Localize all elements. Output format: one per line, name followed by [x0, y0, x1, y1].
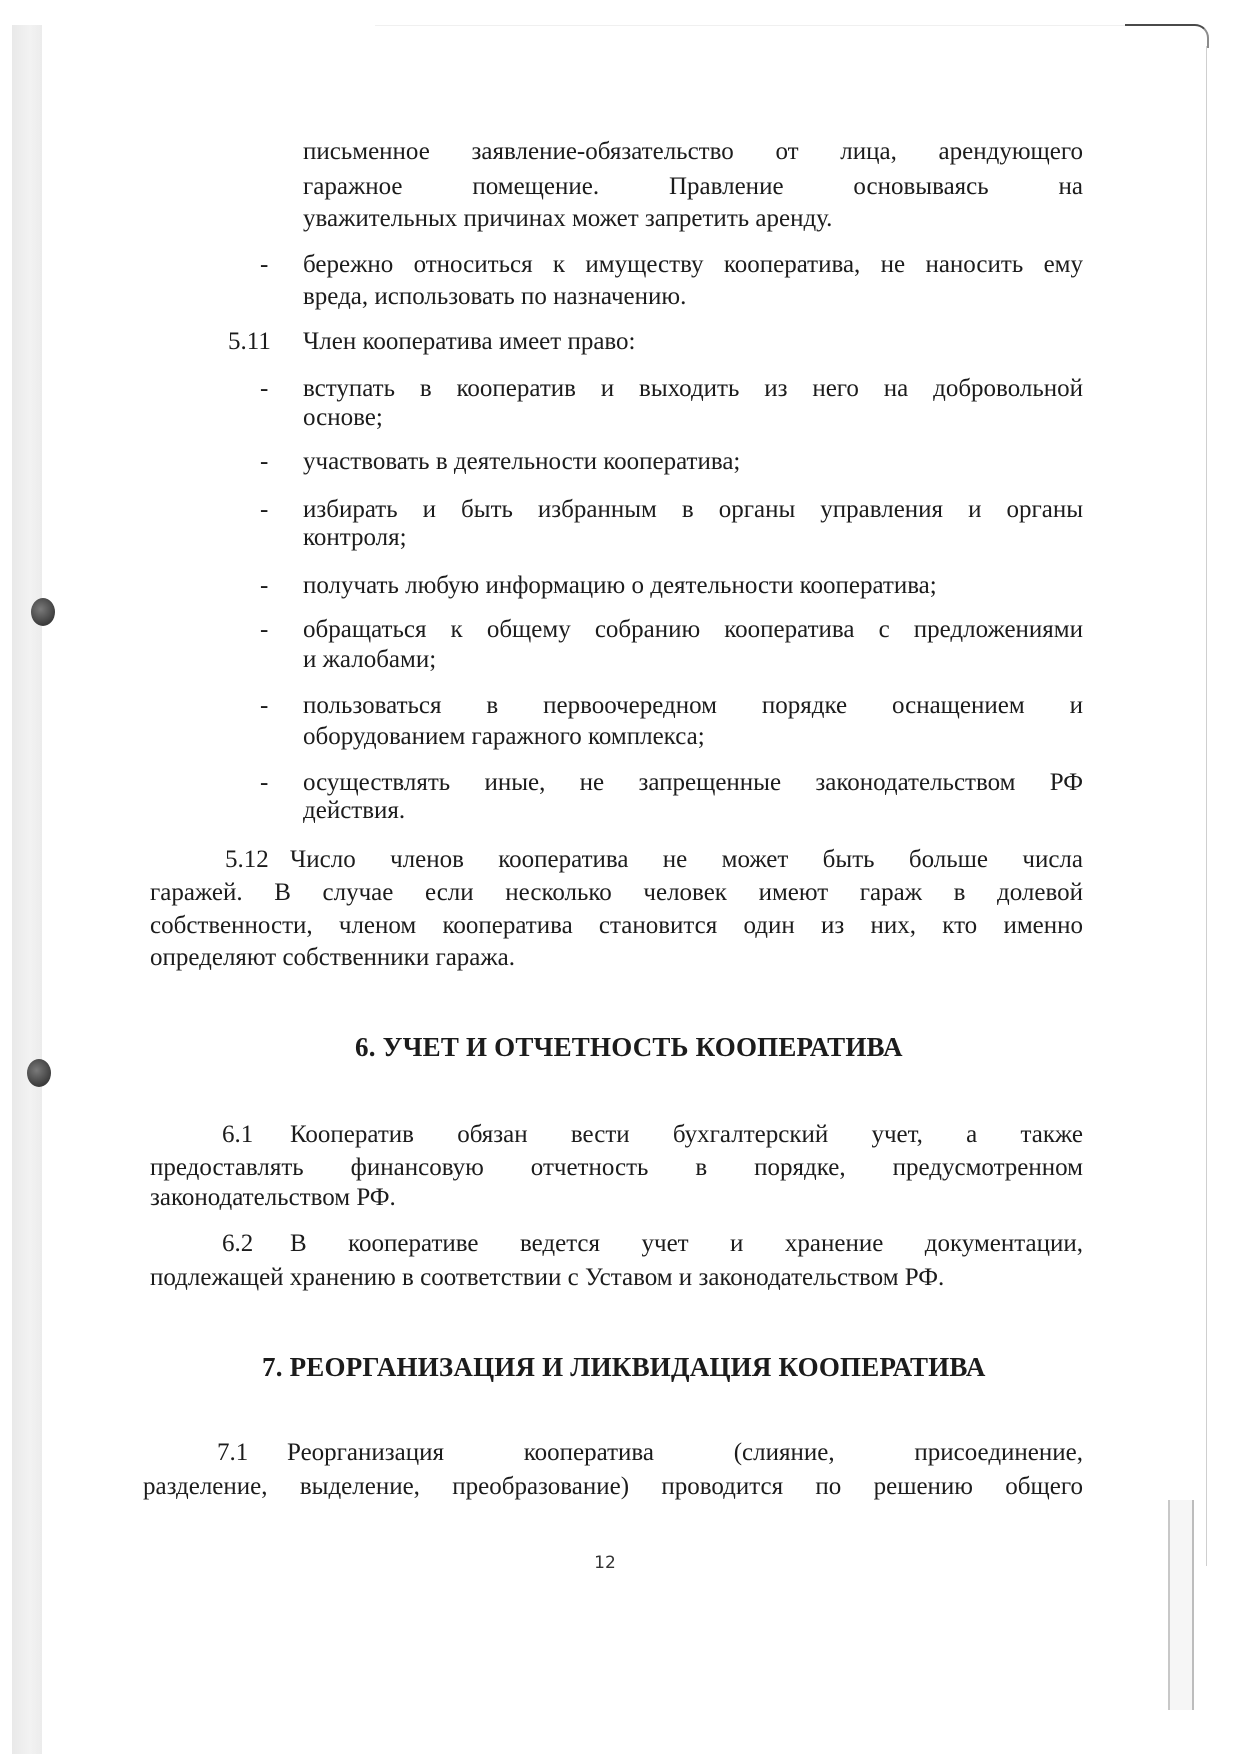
page-number: 12: [594, 1553, 616, 1573]
list-item-line: участвовать в деятельности кооператива;: [303, 448, 741, 475]
clause-number: 7.1: [217, 1439, 249, 1466]
clause-number: 6.1: [222, 1121, 254, 1148]
list-item-line: вреда, использовать по назначению.: [303, 283, 687, 310]
binder-hole-icon: [31, 598, 55, 626]
list-dash: -: [260, 448, 269, 475]
list-item-line: оборудованием гаражного комплекса;: [303, 723, 705, 750]
list-item-line: обращаться к общему собранию кооператива с предложениями: [303, 616, 1083, 643]
clause-number: 5.11: [228, 328, 271, 355]
paragraph-line: уважительных причинах может запретить аренду.: [303, 205, 833, 232]
list-dash: -: [260, 769, 269, 796]
list-item-line: пользоваться в первоочередном порядке оснащением и: [303, 692, 1083, 719]
paragraph-line: собственности, членом кооператива становится один из них, кто именно: [150, 912, 1083, 939]
list-item-line: получать любую информацию о деятельности кооператива;: [303, 572, 937, 599]
clause-number: 5.12: [225, 846, 269, 873]
page-corner: [1125, 24, 1209, 48]
paragraph-line: гаражное помещение. Правление основываясь на: [303, 173, 1083, 200]
paragraph-line: Реорганизация кооператива (слияние, присоединение,: [287, 1439, 1083, 1466]
list-item-line: осуществлять иные, не запрещенные законодательством РФ: [303, 769, 1083, 796]
list-item-line: бережно относиться к имуществу кооператива, не наносить ему: [303, 251, 1083, 278]
paragraph-line: В кооперативе ведется учет и хранение документации,: [290, 1230, 1083, 1257]
list-dash: -: [260, 375, 269, 402]
list-dash: -: [260, 616, 269, 643]
paragraph-line: предоставлять финансовую отчетность в порядке, предусмотренном: [150, 1154, 1083, 1181]
paragraph-line: Число членов кооператива не может быть больше числа: [290, 846, 1083, 873]
paragraph-line: подлежащей хранению в соответствии с Уставом и законодательством РФ.: [150, 1264, 945, 1291]
paragraph-line: определяют собственники гаража.: [150, 944, 516, 971]
list-dash: -: [260, 692, 269, 719]
list-item-line: избирать и быть избранным в органы управления и органы: [303, 496, 1083, 523]
list-dash: -: [260, 572, 269, 599]
list-item-line: и жалобами;: [303, 646, 437, 673]
section-heading: 7. РЕОРГАНИЗАЦИЯ И ЛИКВИДАЦИЯ КООПЕРАТИВА: [262, 1352, 986, 1382]
list-dash: -: [260, 251, 269, 278]
page-edge-right: [1206, 46, 1207, 1566]
section-heading: 6. УЧЕТ И ОТЧЕТНОСТЬ КООПЕРАТИВА: [355, 1032, 903, 1062]
clause-text: Член кооператива имеет право:: [303, 328, 636, 355]
binder-hole-icon: [27, 1059, 51, 1087]
paragraph-line: письменное заявление-обязательство от лица, арендующего: [303, 138, 1083, 165]
paragraph-line: разделение, выделение, преобразование) проводится по решению общего: [143, 1473, 1083, 1500]
binding-strip: [12, 25, 42, 1754]
page-edge-fold: [1168, 1500, 1194, 1710]
list-item-line: действия.: [303, 797, 406, 824]
list-item-line: основе;: [303, 404, 383, 431]
list-item-line: вступать в кооператив и выходить из него на добровольной: [303, 375, 1083, 402]
page-edge-top: [375, 25, 1125, 26]
paragraph-line: гаражей. В случае если несколько человек имеют гараж в долевой: [150, 879, 1083, 906]
clause-number: 6.2: [222, 1230, 254, 1257]
list-dash: -: [260, 496, 269, 523]
paragraph-line: законодательством РФ.: [150, 1184, 396, 1211]
paragraph-line: Кооператив обязан вести бухгалтерский учет, а также: [290, 1121, 1083, 1148]
list-item-line: контроля;: [303, 524, 407, 551]
